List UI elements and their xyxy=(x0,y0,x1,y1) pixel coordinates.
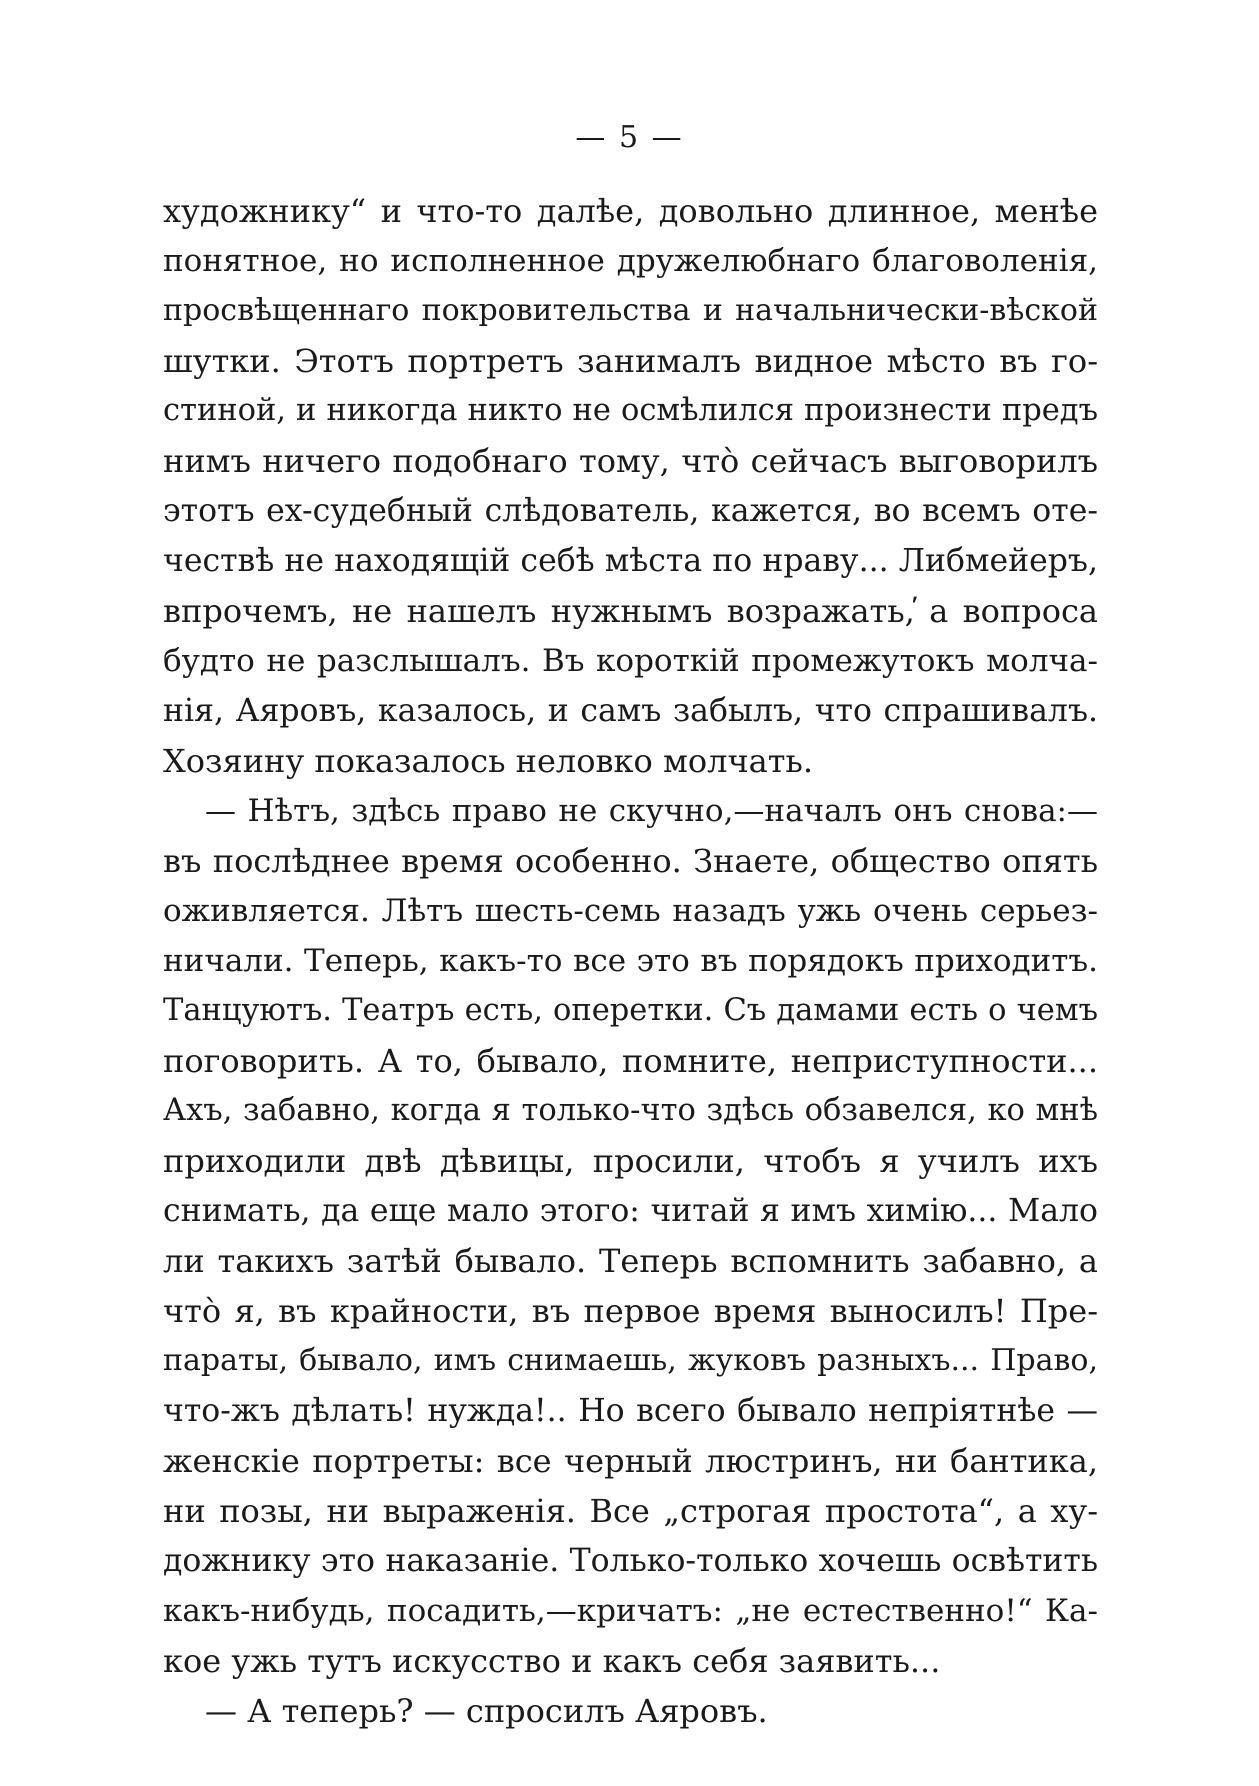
text-line: Танцуютъ. Театръ есть, оперетки. Съ дамами есть о чемъ xyxy=(163,993,1098,1028)
text-line: что̀ я, въ крайности, въ первое время выносилъ! Пре- xyxy=(163,1292,1098,1330)
text-line: поговорить. А то, бывало, помните, неприступности... xyxy=(163,1042,1098,1080)
text-line: оживляется. Лѣтъ шесть-семь назадъ ужь очень серьез- xyxy=(163,893,1098,929)
text-line: — Нѣтъ, здѣсь право не скучно,—началъ онъ снова:— xyxy=(205,793,1098,829)
text-line: кое ужь тутъ искусство и какъ себя заявить... xyxy=(163,1642,941,1680)
text-line: нія, Аяровъ, казалось, и самъ забылъ, что спрашивалъ. xyxy=(163,693,1098,729)
text-line: нимъ ничего подобнаго тому, что̀ сейчасъ выговорилъ xyxy=(163,442,1098,480)
text-line: впрочемъ, не нашелъ нужнымъ возражать,̕ а вопроса xyxy=(163,592,1098,630)
text-line: Ахъ, забавно, когда я только-что здѣсь обзавелся, ко мнѣ xyxy=(163,1093,1098,1128)
text-line: понятное, но исполненное дружелюбнаго благоволенія, xyxy=(163,243,1098,279)
text-line: шутки. Этотъ портретъ занималъ видное мѣсто въ го- xyxy=(163,342,1098,380)
text-line: какъ-нибудь, посадить,—кричатъ: „не естественно!“ Ка- xyxy=(163,1593,1098,1629)
text-line: параты, бывало, имъ снимаешь, жуковъ разныхъ... Право, xyxy=(163,1343,1098,1378)
text-line: Хозяину показалось неловко молчать. xyxy=(163,742,813,780)
text-line: приходили двѣ дѣвицы, просили, чтобъ я училъ ихъ xyxy=(163,1142,1098,1180)
text-line: въ послѣднее время особенно. Знаете, общество опять xyxy=(163,842,1098,880)
text-line: дожнику это наказаніе. Только-только хочешь освѣтить xyxy=(163,1543,1098,1579)
text-line: этотъ ex-судебный слѣдователь, кажется, во всемъ оте- xyxy=(163,493,1098,529)
text-line: женскіе портреты: все черный люстринъ, ни бантика, xyxy=(163,1442,1098,1480)
text-line: что-жъ дѣлать! нужда!.. Но всего бывало непріятнѣе — xyxy=(163,1393,1098,1429)
text-line: ничали. Теперь, какъ-то все это въ порядокъ приходитъ. xyxy=(163,943,1098,979)
body-text xyxy=(163,186,1098,1736)
text-line: художнику“ и что-то далѣе, довольно длинное, менѣе xyxy=(163,192,1098,230)
text-line: — А теперь? — спросилъ Аяровъ. xyxy=(205,1692,768,1730)
text-line: снимать, да еще мало этого: читай я имъ химію... Мало xyxy=(163,1193,1098,1229)
text-line: стиной, и никогда никто не осмѣлился произнести предъ xyxy=(163,393,1098,428)
text-line: просвѣщеннаго покровительства и начальнически-вѣской xyxy=(163,293,1098,328)
page-number: — 5 — xyxy=(575,120,684,155)
text-line: будто не разслышалъ. Въ короткій промежутокъ молча- xyxy=(163,643,1098,679)
text-line: чествѣ не находящій себѣ мѣста по нраву... Либмейеръ, xyxy=(163,543,1098,579)
text-line: ни позы, ни выраженія. Все „строгая простота“, а ху- xyxy=(163,1492,1098,1530)
text-line: ли такихъ затѣй бывало. Теперь вспомнить забавно, а xyxy=(163,1242,1098,1280)
